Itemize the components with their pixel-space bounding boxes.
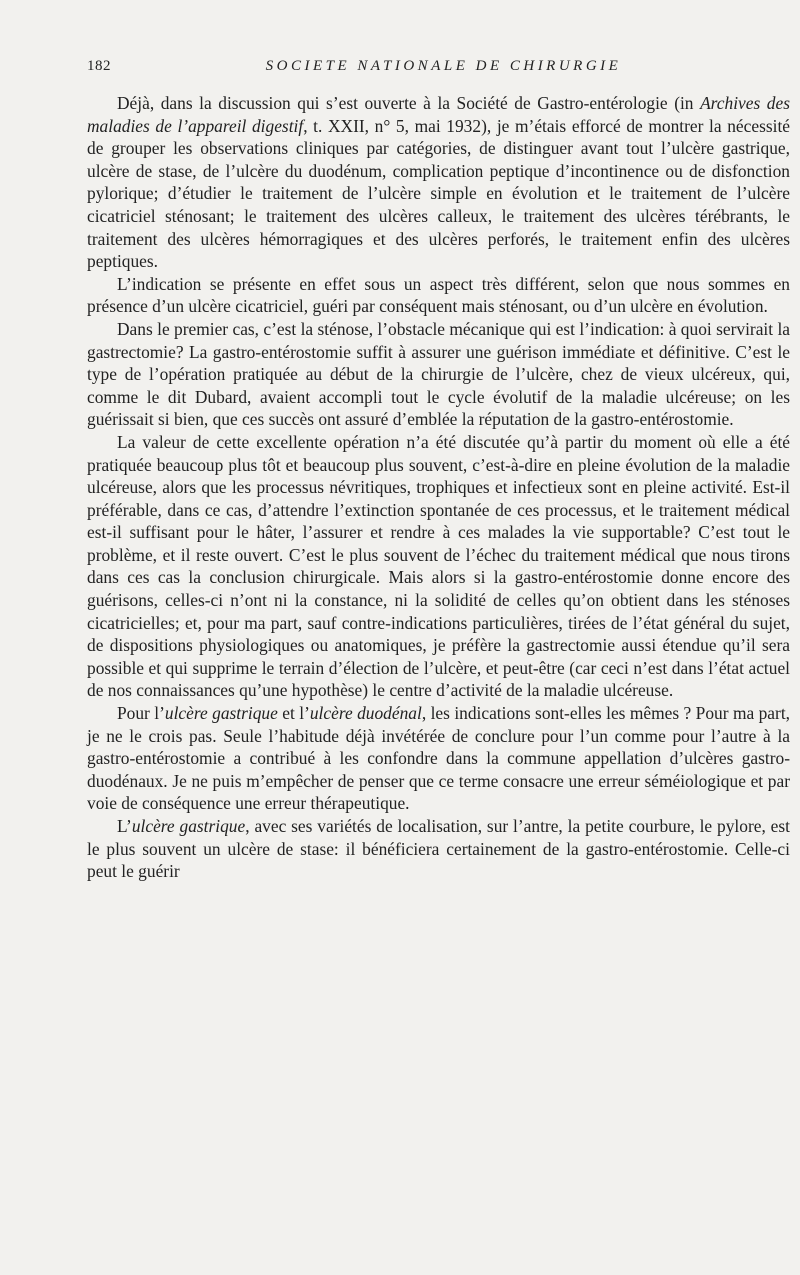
document-page <box>87 58 790 883</box>
body-text <box>87 92 790 883</box>
paragraph <box>87 92 790 273</box>
paragraph-text: Dans le premier cas, c’est la sténose, l’obstacle mécanique qui est l’indication: à quoi servirait la gastrectomie? La gastro-entérostomie suffit à assurer une guérison immédiate et définitive. C’est le type de l’opération pratiquée au début de la chirurgie de l’ulcère, chez de vieux ulcéreux, qui, comme le dit Dubard, avaient accompli tout le cycle évolutif de la maladie ulcéreuse; on les guérissait si bien, que ces succès ont assuré d’emblée la réputation de la gastro-entérostomie. <box>87 318 790 430</box>
paragraph-text: La valeur de cette excellente opération n’a été discutée qu’à partir du moment où elle a été pratiquée beaucoup plus tôt et beaucoup plus souvent, c’est-à-dire en pleine évolution de la maladie ulcéreuse, alors que les processus névritiques, trophiques et infectieux sont en pleine activité. Est-il préférable, dans ce cas, d’attendre l’extinction spontanée de ces processus, et le traitement médical est-il suffisant pour le hâter, l’assurer et rendre à ces malades la vie supportable? C’est tout le problème, et il reste ouvert. C’est le plus souvent de l’échec du traitement médical que nous tirons dans ces cas la conclusion chirurgicale. Mais alors si la gastro-entérostomie donne encore des guérisons, celles-ci n’ont ni la constance, ni la solidité de celles qu’on obtient dans les sténoses cicatricielles; et, pour ma part, sauf contre-indications particulières, tirées de l’état général du sujet, de dispositions physiologiques ou anatomiques, je préfère la gastrectomie aussi étendue qu’il sera possible et qui supprime le terrain d’élection de l’ulcère, et peut-être (car ceci n’est dans l’état actuel de nos connaissances qu’une hypothèse) le centre d’activité de la maladie ulcéreuse. <box>87 431 790 701</box>
paragraph <box>87 431 790 702</box>
paragraph <box>87 318 790 431</box>
italic-text: Archives des maladies de l’appareil digestif <box>87 93 790 136</box>
italic-text: ulcère gastrique <box>164 703 278 724</box>
paragraph-text: Déjà, dans la discussion qui s’est ouverte à la Société de Gastro-entérologie (in <box>117 93 701 113</box>
paragraph <box>87 815 790 883</box>
running-title: SOCIETE NATIONALE DE CHIRURGIE <box>265 58 622 74</box>
paragraph-text: L’ <box>117 816 132 836</box>
paragraph-text: Pour l’ <box>117 703 165 724</box>
italic-text: ulcère gastrique <box>131 816 246 836</box>
paragraph-text: , avec ses variétés de localisation, sur l’antre, la petite courbure, le pylore, est le plus souvent un ulcère de stase: il bénéficiera certainement de la gastro-entérostomie. Celle-ci peut le guérir <box>87 816 790 882</box>
page-number: 182 <box>87 58 111 74</box>
paragraph <box>87 273 790 318</box>
italic-text: ulcère duodénal <box>309 703 422 724</box>
paragraph-text: L’indication se présente en effet sous un aspect très différent, selon que nous sommes en présence d’un ulcère cicatriciel, guéri par conséquent mais sténosant, ou d’un ulcère en évolution. <box>87 273 790 317</box>
paragraph-text: , les indications sont-elles les mêmes ? Pour ma part, je ne le crois pas. Seule l’habitude déjà invétérée de conclure pour l’un comme pour l’autre à la gastro-entérostomie a contribué à les confondre dans la commune appellation d’ulcères gastro-duodénaux. Je ne puis m’empêcher de penser que ce terme consacre une erreur séméiologique et par voie de conséquence une erreur thérapeutique. <box>87 703 790 814</box>
paragraph-text: , t. XXII, n° 5, mai 1932), je m’étais efforcé de montrer la nécessité de grouper les observations cliniques par catégories, de distinguer avant tout l’ulcère gastrique, ulcère de stase, de l’ulcère du duodénum, complication peptique d’incontinence ou de disfonction pylorique; d’étudier le traitement de l’ulcère simple en évolution et le traitement de l’ulcère cicatriciel sténosant; le traitement des ulcères calleux, le traitement des ulcères térébrants, le traitement des ulcères hémorragiques et des ulcères perforés, le traitement enfin des ulcères peptiques. <box>87 115 791 272</box>
paragraph <box>87 702 790 815</box>
running-header <box>87 58 790 88</box>
paragraph-text: et l’ <box>277 703 310 724</box>
